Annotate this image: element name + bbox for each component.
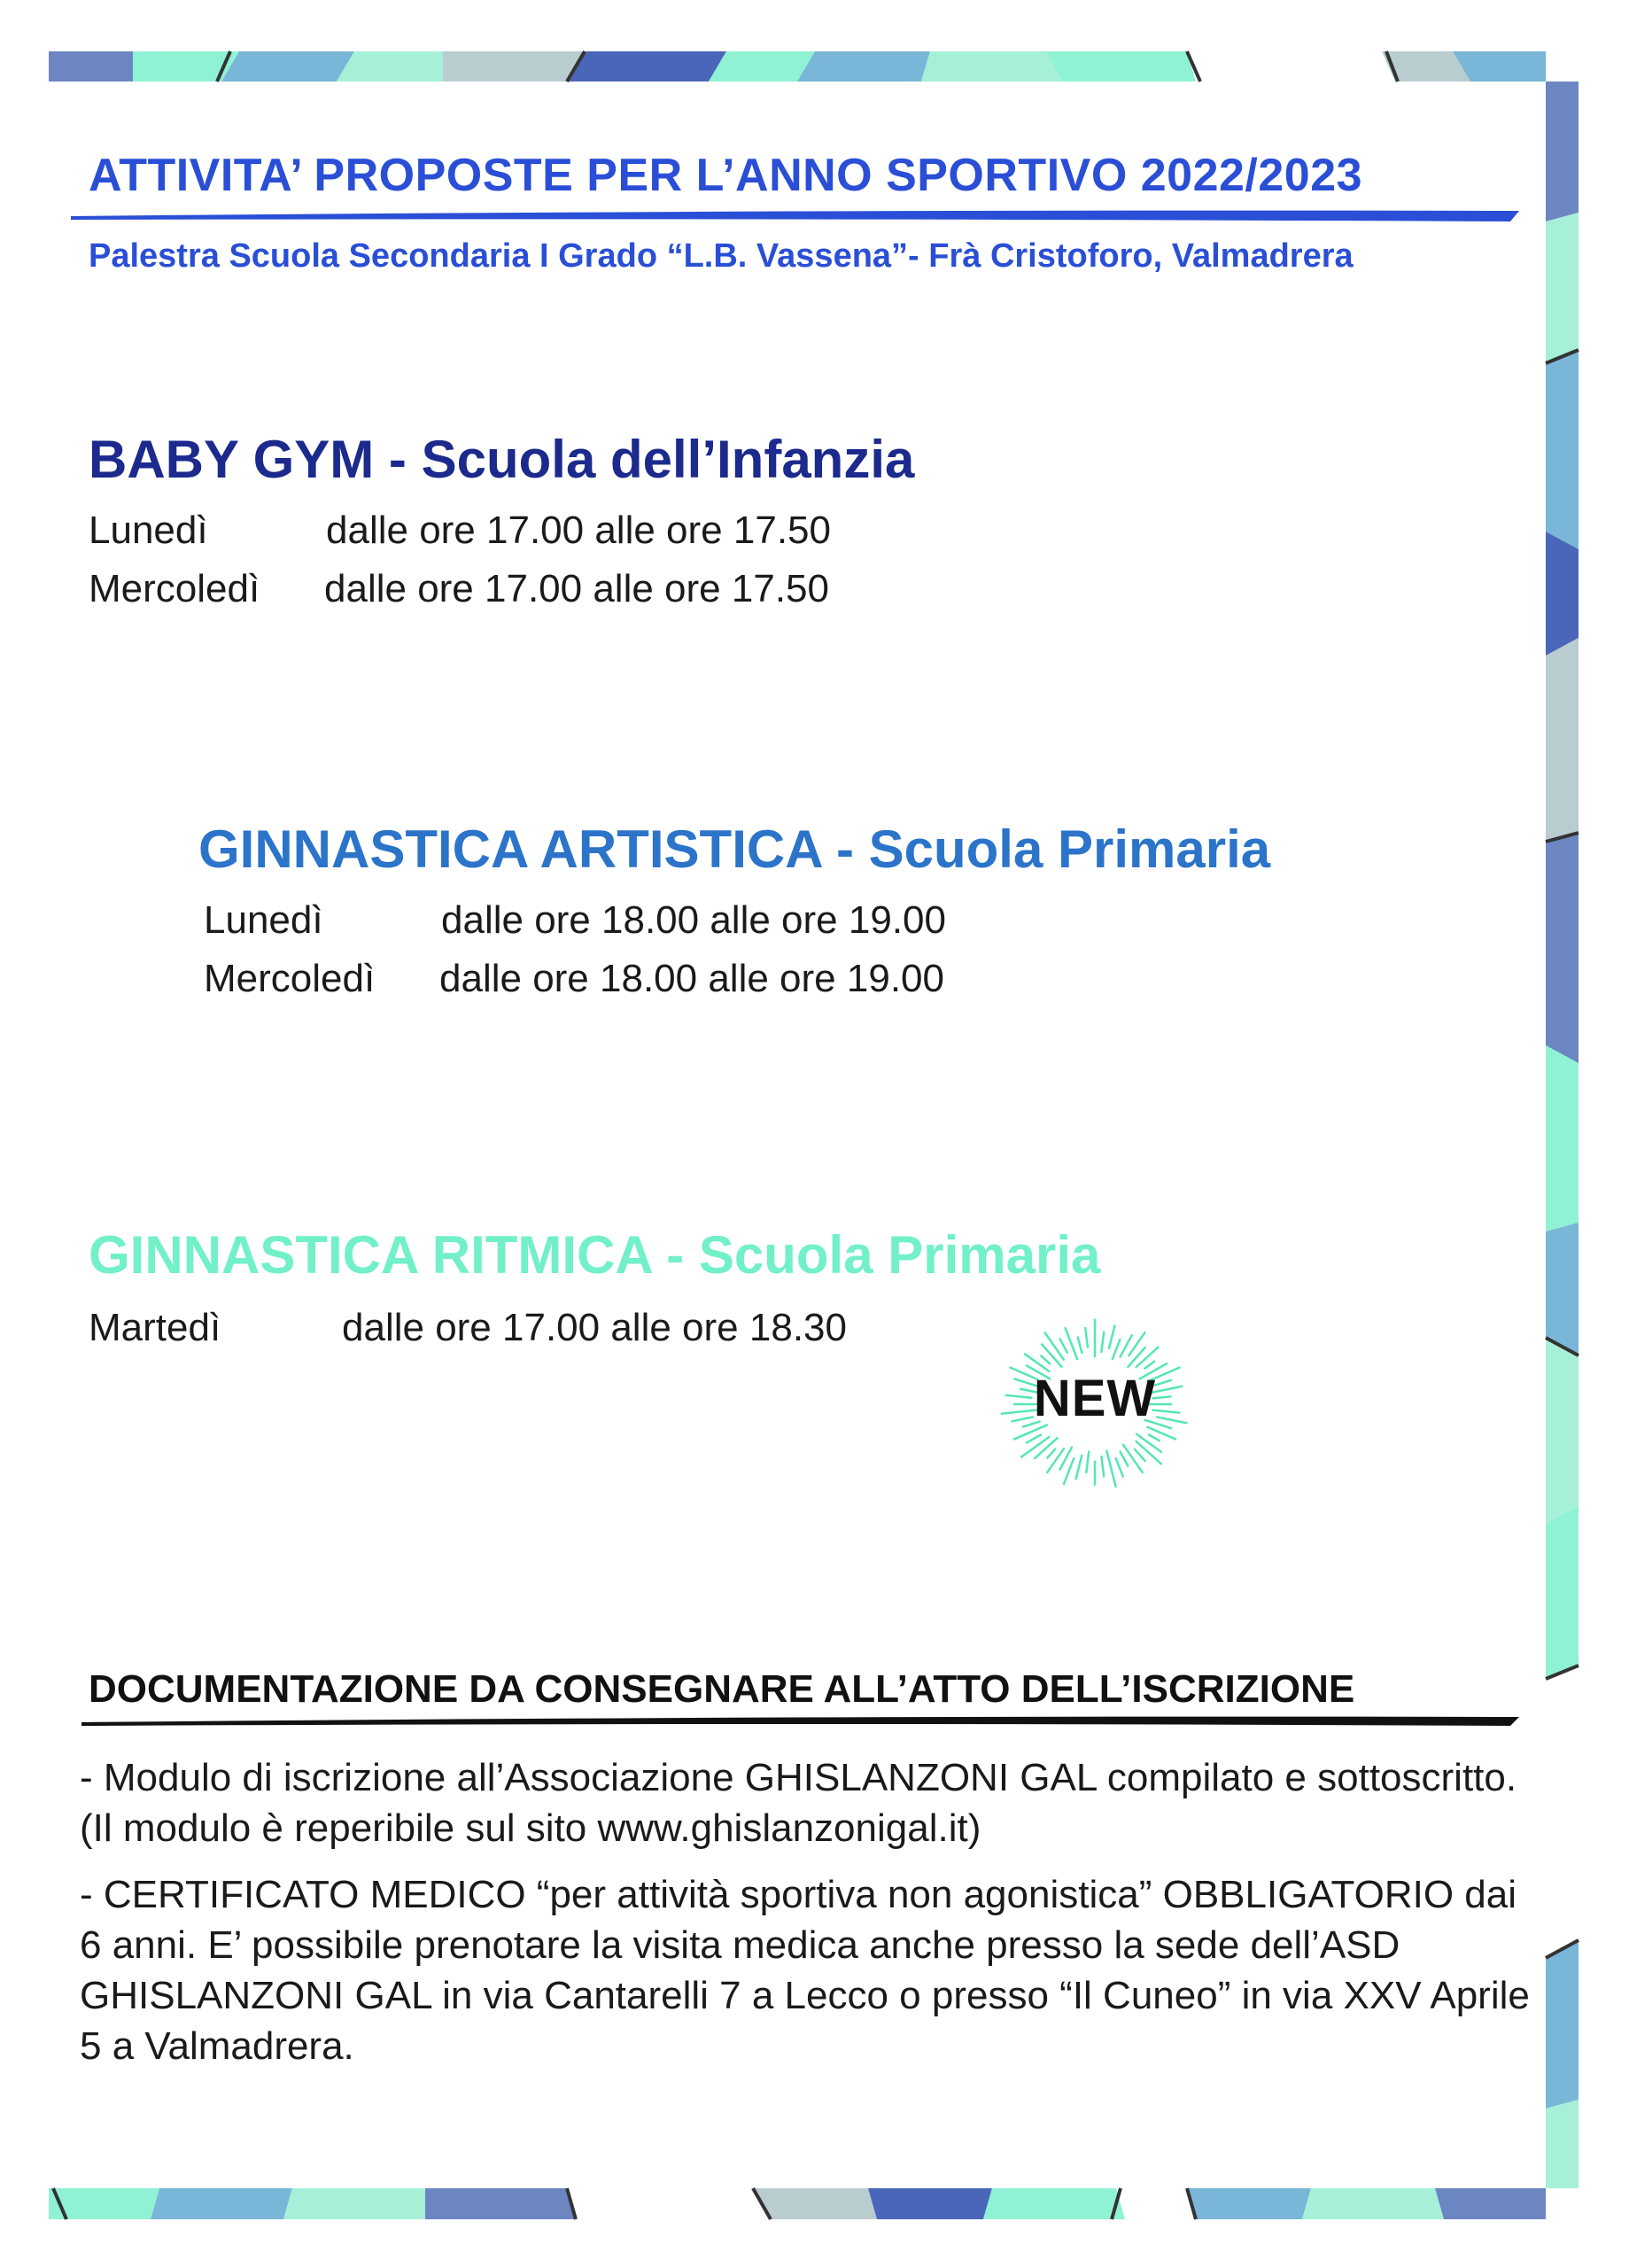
page-subtitle: Palestra Scuola Secondaria I Grado “L.B. Vassena”- Frà Cristoforo, Valmadrera xyxy=(89,237,1354,275)
documentation-heading: DOCUMENTAZIONE DA CONSEGNARE ALL’ATTO DELL’ISCRIZIONE xyxy=(89,1667,1355,1711)
schedule-row xyxy=(89,567,974,617)
top-mosaic-strip xyxy=(49,51,1546,82)
schedule-row xyxy=(89,1306,974,1355)
title-underline xyxy=(71,211,1519,221)
section-heading-ginnastica-ritmica: GINNASTICA RITMICA - Scuola Primaria xyxy=(89,1225,1101,1285)
schedule-time: dalle ore 17.00 alle ore 17.50 xyxy=(324,567,829,610)
new-badge-label: NEW xyxy=(1033,1370,1157,1427)
schedule-time: dalle ore 17.00 alle ore 18.30 xyxy=(342,1306,847,1349)
bottom-mosaic-strip xyxy=(49,2188,1546,2219)
schedule-row xyxy=(204,957,1178,1006)
schedule-row xyxy=(89,509,974,558)
schedule-time: dalle ore 17.00 alle ore 17.50 xyxy=(326,509,831,552)
page-title: ATTIVITA’ PROPOSTE PER L’ANNO SPORTIVO 2022/2023 xyxy=(89,150,1363,201)
documentation-item: - Modulo di iscrizione all’Associazione GHISLANZONI GAL compilato e sottoscritto. (Il modulo è reperibile sul sito www.ghislanzonigal.it) xyxy=(80,1756,1517,1850)
section-heading-ginnastica-artistica: GINNASTICA ARTISTICA - Scuola Primaria xyxy=(198,819,1271,879)
documentation-item: - CERTIFICATO MEDICO “per attività sportiva non agonistica” OBBLIGATORIO dai 6 anni. E’ possibile prenotare la visita medica anche presso la sede dell’ASD GHISLANZONI GAL in via Cantarelli 7 a Lecco o presso “Il Cuneo” in via XXV Aprile 5 a Valmadrera. xyxy=(80,1873,1530,2068)
schedule-day: Lunedì xyxy=(204,898,323,942)
schedule-day: Lunedì xyxy=(89,509,208,552)
schedule-day: Martedì xyxy=(89,1306,221,1349)
schedule-time: dalle ore 18.00 alle ore 19.00 xyxy=(439,957,944,1000)
schedule-day: Mercoledì xyxy=(204,957,376,1000)
schedule-row xyxy=(204,898,1178,948)
schedule-time: dalle ore 18.00 alle ore 19.00 xyxy=(441,898,946,942)
right-mosaic-strip xyxy=(1546,82,1579,2188)
schedule-day: Mercoledì xyxy=(89,567,260,610)
section-heading-baby-gym: BABY GYM - Scuola dell’Infanzia xyxy=(89,430,915,489)
doc-heading-underline xyxy=(81,1717,1519,1726)
